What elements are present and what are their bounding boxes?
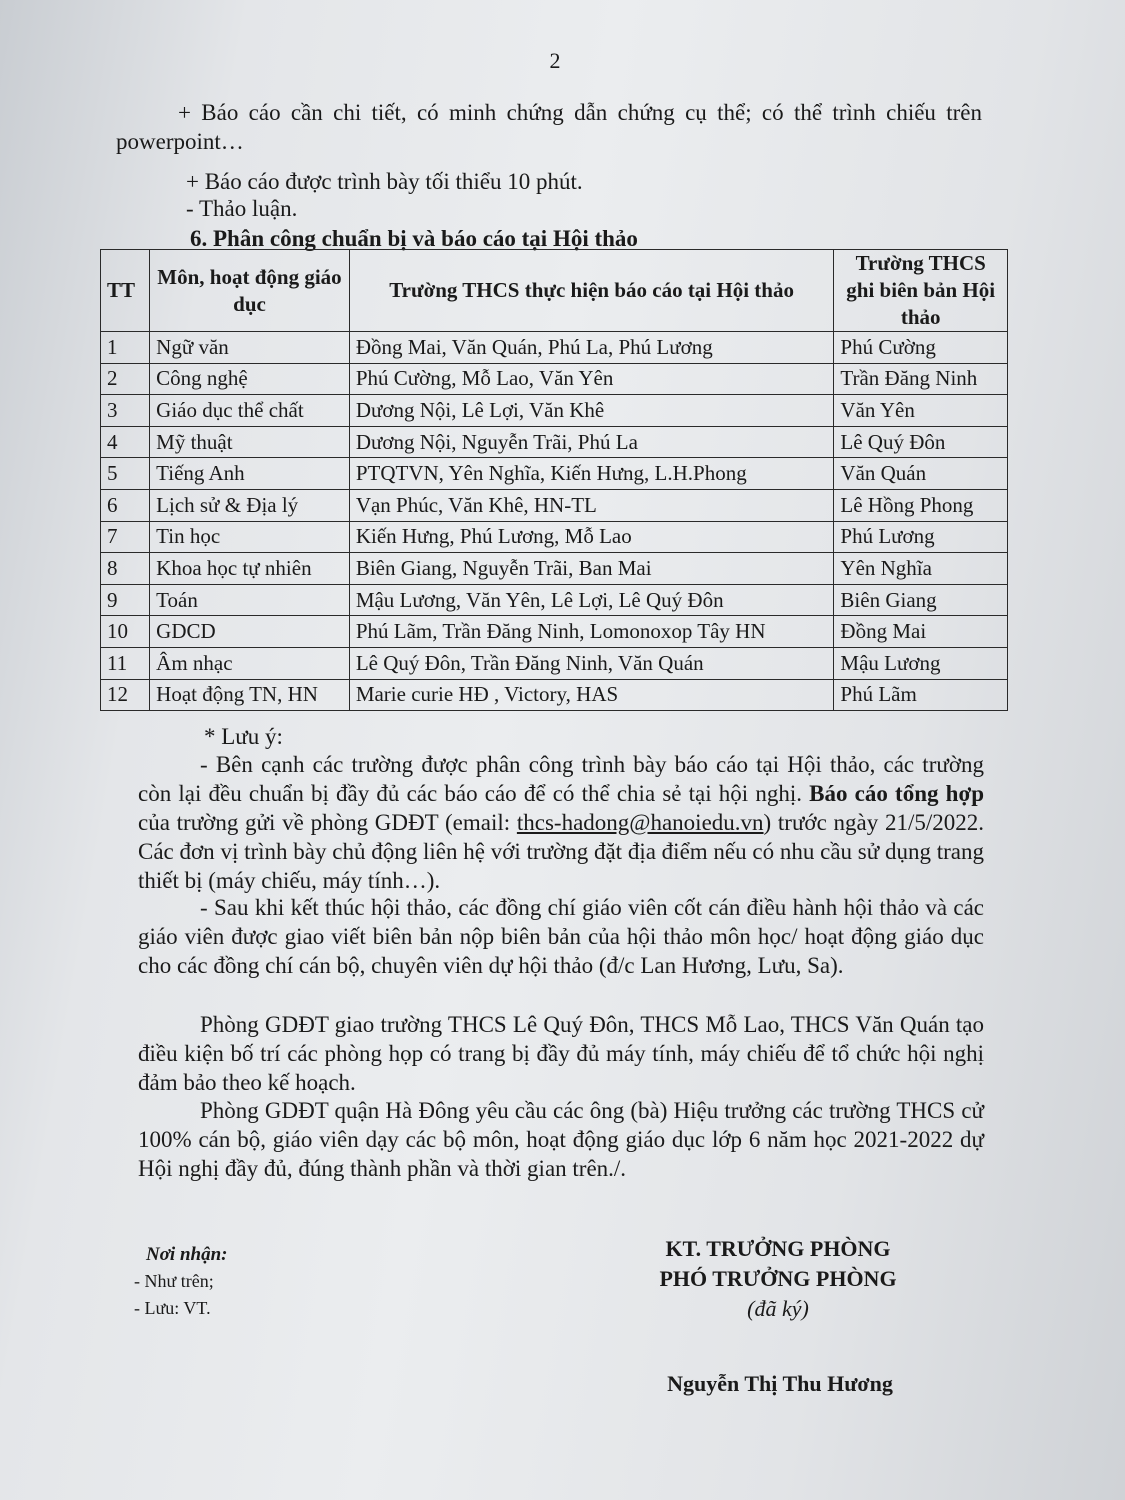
table-row — [101, 395, 1008, 427]
cell-tt: 11 — [101, 647, 150, 679]
cell-subject: Tin học — [150, 521, 350, 553]
cell-schools: Đồng Mai, Văn Quán, Phú La, Phú Lương — [349, 332, 834, 364]
table-row — [101, 584, 1008, 616]
cell-recorder: Yên Nghĩa — [834, 553, 1008, 585]
cell-subject: Khoa học tự nhiên — [150, 553, 350, 585]
cell-subject: Tiếng Anh — [150, 458, 350, 490]
intro-line-discussion: - Thảo luận. — [186, 196, 298, 221]
cell-recorder: Đồng Mai — [834, 616, 1008, 648]
cell-schools: Vạn Phúc, Văn Khê, HN-TL — [349, 489, 834, 521]
email-link[interactable]: thcs-hadong@hanoiedu.vn — [516, 810, 764, 835]
cell-subject: Âm nhạc — [150, 647, 350, 679]
cell-subject: Giáo dục thể chất — [150, 395, 350, 427]
notes-paragraph-2: - Sau khi kết thúc hội thảo, các đồng chí giáo viên cốt cán điều hành hội thảo và các giáo viên được giao viết biên bản nộp biên bản của hội thảo môn học/ hoạt động giáo dục cho các đồng chí cán bộ, chuyên viên dự hội thảo (đ/c Lan Hương, Lưu, Sa). — [138, 895, 984, 978]
notes-paragraph-4: Phòng GDĐT quận Hà Đông yêu cầu các ông (bà) Hiệu trưởng các trường THCS cử 100% cán bộ, giáo viên dạy các bộ môn, hoạt động giáo dục lớp 6 năm học 2021-2022 dự Hội nghị đầy đủ, đúng thành phần và thời gian trên./. — [138, 1098, 984, 1181]
table-row — [101, 553, 1008, 585]
cell-tt: 10 — [101, 616, 150, 648]
cell-recorder: Phú Lương — [834, 521, 1008, 553]
signature-title-2: PHÓ TRƯỞNG PHÒNG — [659, 1266, 897, 1291]
notes-p1-mid: của trường gửi về phòng GDĐT (email: — [138, 810, 511, 835]
intro-line-duration: + Báo cáo được trình bày tối thiểu 10 phút. — [186, 169, 583, 194]
table-header-row — [101, 250, 1008, 332]
assignment-table — [100, 249, 1008, 711]
table-row — [101, 458, 1008, 490]
header-subject: Môn, hoạt động giáo dục — [150, 250, 350, 332]
cell-schools: Dương Nội, Nguyễn Trãi, Phú La — [349, 426, 834, 458]
notes-paragraph-3: Phòng GDĐT giao trường THCS Lê Quý Đôn, THCS Mỗ Lao, THCS Văn Quán tạo điều kiện bố trí các phòng họp có trang bị đầy đủ máy tính, máy chiếu để tổ chức hội nghị đảm bảo theo kế hoạch. — [138, 1012, 984, 1095]
cell-schools: Dương Nội, Lê Lợi, Văn Khê — [349, 395, 834, 427]
notes-p1-start: - Bên cạnh các trường được phân công trình bày báo cáo tại Hội thảo, các trường còn lại đều chuẩn bị đầy đủ các báo cáo để có thể chia sẻ tại hội nghị. — [138, 752, 984, 806]
header-schools: Trường THCS thực hiện báo cáo tại Hội thảo — [349, 250, 834, 332]
signature-signed: (đã ký) — [747, 1296, 809, 1321]
cell-schools: Marie curie HĐ , Victory, HAS — [349, 679, 834, 711]
cell-subject: Lịch sử & Địa lý — [150, 489, 350, 521]
table-row — [101, 521, 1008, 553]
cell-subject: Mỹ thuật — [150, 426, 350, 458]
cell-schools: Lê Quý Đôn, Trần Đăng Ninh, Văn Quán — [349, 647, 834, 679]
notes-title: * Lưu ý: — [204, 724, 283, 749]
page-number: 2 — [549, 48, 561, 73]
cell-subject: Toán — [150, 584, 350, 616]
signer-name: Nguyễn Thị Thu Hương — [667, 1371, 893, 1396]
table-row — [101, 489, 1008, 521]
cell-tt: 6 — [101, 489, 150, 521]
cell-tt: 1 — [101, 332, 150, 364]
section-heading: 6. Phân công chuẩn bị và báo cáo tại Hội thảo — [190, 226, 638, 251]
cell-schools: PTQTVN, Yên Nghĩa, Kiến Hưng, L.H.Phong — [349, 458, 834, 490]
cell-tt: 8 — [101, 553, 150, 585]
header-recorder: Trường THCS ghi biên bản Hội thảo — [834, 250, 1008, 332]
cell-recorder: Phú Lãm — [834, 679, 1008, 711]
signature-title-1: KT. TRƯỞNG PHÒNG — [665, 1236, 891, 1261]
cell-recorder: Trần Đăng Ninh — [834, 363, 1008, 395]
cell-recorder: Mậu Lương — [834, 647, 1008, 679]
table-row — [101, 332, 1008, 364]
cell-tt: 3 — [101, 395, 150, 427]
table-row — [101, 679, 1008, 711]
cell-schools: Biên Giang, Nguyễn Trãi, Ban Mai — [349, 553, 834, 585]
table-row — [101, 426, 1008, 458]
cell-subject: GDCD — [150, 616, 350, 648]
header-tt: TT — [101, 250, 150, 332]
recipient-item: - Như trên; — [134, 1271, 214, 1291]
recipient-item: - Lưu: VT. — [134, 1298, 211, 1318]
recipients-title: Nơi nhận: — [146, 1244, 228, 1265]
cell-recorder: Văn Quán — [834, 458, 1008, 490]
notes-p1-bold: Báo cáo tổng hợp — [809, 781, 984, 806]
cell-tt: 5 — [101, 458, 150, 490]
cell-tt: 7 — [101, 521, 150, 553]
notes-paragraph-1 — [138, 750, 984, 895]
cell-schools: Kiến Hưng, Phú Lương, Mỗ Lao — [349, 521, 834, 553]
recipients-block — [134, 1241, 434, 1322]
cell-subject: Hoạt động TN, HN — [150, 679, 350, 711]
intro-line-powerpoint: + Báo cáo cần chi tiết, có minh chứng dẫn chứng cụ thể; có thể trình chiếu trên powerpoint… — [116, 100, 982, 154]
table-row — [101, 616, 1008, 648]
cell-subject: Ngữ văn — [150, 332, 350, 364]
cell-schools: Phú Lãm, Trần Đăng Ninh, Lomonoxop Tây HN — [349, 616, 834, 648]
table-row — [101, 647, 1008, 679]
cell-tt: 4 — [101, 426, 150, 458]
cell-recorder: Văn Yên — [834, 395, 1008, 427]
cell-tt: 9 — [101, 584, 150, 616]
cell-recorder: Biên Giang — [834, 584, 1008, 616]
cell-recorder: Phú Cường — [834, 332, 1008, 364]
cell-schools: Mậu Lương, Văn Yên, Lê Lợi, Lê Quý Đôn — [349, 584, 834, 616]
cell-recorder: Lê Hồng Phong — [834, 489, 1008, 521]
table-body — [101, 332, 1008, 711]
cell-schools: Phú Cường, Mỗ Lao, Văn Yên — [349, 363, 834, 395]
cell-tt: 2 — [101, 363, 150, 395]
cell-subject: Công nghệ — [150, 363, 350, 395]
notes-p1-end: ) trước ngày 21/5/2022. Các đơn vị trình bày chủ động liên hệ với trường đặt địa điểm nếu có nhu cầu sử dụng trang thiết bị (máy chiếu, máy tính…). — [138, 810, 984, 893]
table-row — [101, 363, 1008, 395]
cell-tt: 12 — [101, 679, 150, 711]
signature-block — [578, 1234, 978, 1324]
cell-recorder: Lê Quý Đôn — [834, 426, 1008, 458]
